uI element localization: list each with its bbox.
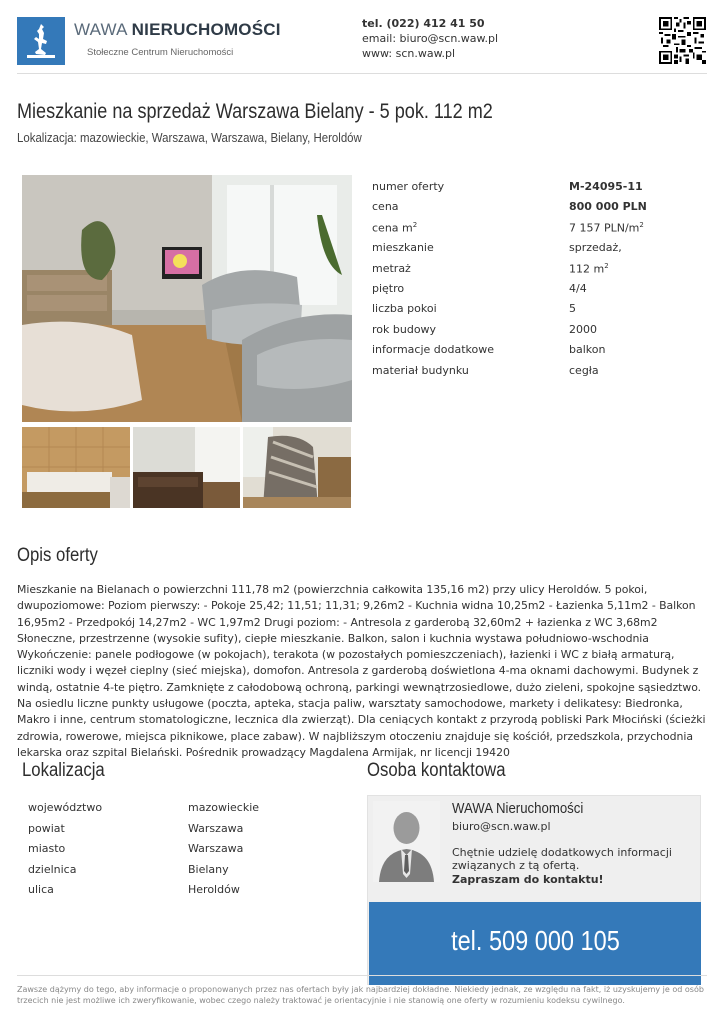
photo-thumbnail-bedroom[interactable] xyxy=(133,427,240,508)
detail-label-offer-number: numer oferty xyxy=(372,180,445,193)
detail-value-price: 800 000 PLN xyxy=(569,200,647,213)
photo-thumbnail-bathroom[interactable] xyxy=(22,427,130,508)
header-phone[interactable]: tel. (022) 412 41 50 xyxy=(362,17,485,30)
contact-cta: Zapraszam do kontaktu! xyxy=(452,873,604,886)
description-text: Mieszkanie na Bielanach o powierzchni 111,78 m2 (powierzchnia całkowita 135,16 m2) przy ulicy Heroldów. 5 pokoi, dwupoziomowe: Poziom pierwszy: - Pokoje 25,42; 11,51; 11,31; 9,26m2 - Kuchnia widna 10,25m2 - Łazienka 5,11m2 - Balkon 16,95m2 - Przedpokój 14,27m2 - WC 1,97m2 Drugi poziom: - Antresola z garderobą 32,60m2 + łazienka z WC 3,68m2 Słoneczne, przestrzenne (wysokie sufity), ciepłe mieszkanie. Balkon, salon i kuchnia wystawa południowo-wschodnia Wykończenie: panele podłogowe (w pokojach), terakota (w pozostałych pomieszczeniach), łazienki i WC z białą armaturą, liczniki wody i węzeł cieplny (sieć miejska), domofon. Antresola z garderobą doświetlona 4-ma oknami dachowymi. Budynek z windą, ostatnie 4-te piętro. Zamknięte z całodobową ochroną, parkingi wewnątrzosiedlowe, dużo zieleni, spokojne sąsiedztwo. Na osiedlu liczne punkty usługowe (poczta, apteka, stacja paliw, warsztaty samochodowe, markety i delikatesy: Biedronka, Makro i inne, centrum stomatologiczne, lecznica dla zwierząt). Dla ceniących kontakt z przyrodą pobliski Park Młociński (ścieżki zdrowia, rowerowe, miejsca piknikowe, place zabaw). W najbliższym otoczeniu znajduje się kościół, przedszkola, przychodnia lekarska oraz szpital Bielański. Pośrednik prowadzący Magdalena Armijak, nr licencji 19420 xyxy=(17,583,706,759)
location-value-county: Warszawa xyxy=(188,822,244,835)
detail-value-rooms: 5 xyxy=(569,302,576,315)
qr-code-icon xyxy=(659,17,706,64)
photo-thumbnail-living-room[interactable] xyxy=(243,427,351,508)
detail-label-year-built: rok budowy xyxy=(372,323,437,336)
detail-label-apartment: mieszkanie xyxy=(372,241,434,254)
header-website[interactable]: www: scn.waw.pl xyxy=(362,47,456,60)
detail-label-floor: piętro xyxy=(372,282,405,295)
detail-value-apartment: sprzedaż, xyxy=(569,241,622,254)
company-logo[interactable] xyxy=(17,17,65,65)
person-silhouette-icon xyxy=(373,801,440,882)
location-line: Lokalizacja: mazowieckie, Warszawa, Warszawa, Bielany, Heroldów xyxy=(17,130,362,145)
detail-value-year-built: 2000 xyxy=(569,323,597,336)
contact-name: WAWA Nieruchomości xyxy=(452,800,584,817)
location-value-street: Heroldów xyxy=(188,883,240,896)
avatar xyxy=(373,801,440,882)
brand-tagline: Stołeczne Centrum Nieruchomości xyxy=(87,47,234,58)
detail-value-floor: 4/4 xyxy=(569,282,587,295)
contact-phone-number[interactable]: tel. 509 000 105 xyxy=(450,925,620,956)
description-heading: Opis oferty xyxy=(17,545,98,566)
location-value-district: Bielany xyxy=(188,863,229,876)
location-label-district: dzielnica xyxy=(28,863,77,876)
contact-email[interactable]: biuro@scn.waw.pl xyxy=(452,820,551,833)
detail-value-building-material: cegła xyxy=(569,364,599,377)
detail-label-building-material: materiał budynku xyxy=(372,364,469,377)
detail-label-rooms: liczba pokoi xyxy=(372,302,437,315)
detail-value-offer-number: M-24095-11 xyxy=(569,180,643,193)
contact-heading: Osoba kontaktowa xyxy=(367,760,506,781)
detail-label-area: metraż xyxy=(372,262,411,275)
detail-label-price-per-m2: cena $m^2$ xyxy=(372,221,418,235)
location-value-city: Warszawa xyxy=(188,842,244,855)
statue-logo-icon xyxy=(17,17,65,65)
detail-value-area: 112 $m^2$ xyxy=(569,262,609,276)
page-title: Mieszkanie na sprzedaż Warszawa Bielany - 5 pok. 112 m2 xyxy=(17,100,493,123)
main-photo[interactable] xyxy=(22,175,352,422)
location-heading: Lokalizacja xyxy=(22,760,105,781)
footer-disclaimer: Zawsze dążymy do tego, aby informacje o proponowanych przez nas ofertach były jak najbardziej dokładne. Niekiedy jednak, ze względu na fakt, iż uzyskujemy je od osób trzecich nie jest możliwe ich zweryfikowanie, wobec czego należy traktować je orientacyjnie i nie stanowią one oferty w rozumieniu kodeksu cywilnego. xyxy=(17,985,704,1005)
location-label-city: miasto xyxy=(28,842,66,855)
header-email[interactable]: email: biuro@scn.waw.pl xyxy=(362,32,499,45)
footer-divider xyxy=(17,975,707,976)
detail-label-price: cena xyxy=(372,200,399,213)
detail-value-extra-info: balkon xyxy=(569,343,606,356)
location-label-county: powiat xyxy=(28,822,65,835)
brand-name: WAWA NIERUCHOMOŚCI xyxy=(74,20,281,39)
location-label-voivodeship: województwo xyxy=(28,801,103,814)
location-value-voivodeship: mazowieckie xyxy=(188,801,260,814)
location-label-street: ulica xyxy=(28,883,54,896)
header-divider xyxy=(17,73,707,74)
detail-value-price-per-m2: 7 157 PLN/$m^2$ xyxy=(569,221,644,235)
detail-label-extra-info: informacje dodatkowe xyxy=(372,343,495,356)
contact-info-text: Chętnie udzielę dodatkowych informacji związanych z tą ofertą. xyxy=(452,846,672,872)
